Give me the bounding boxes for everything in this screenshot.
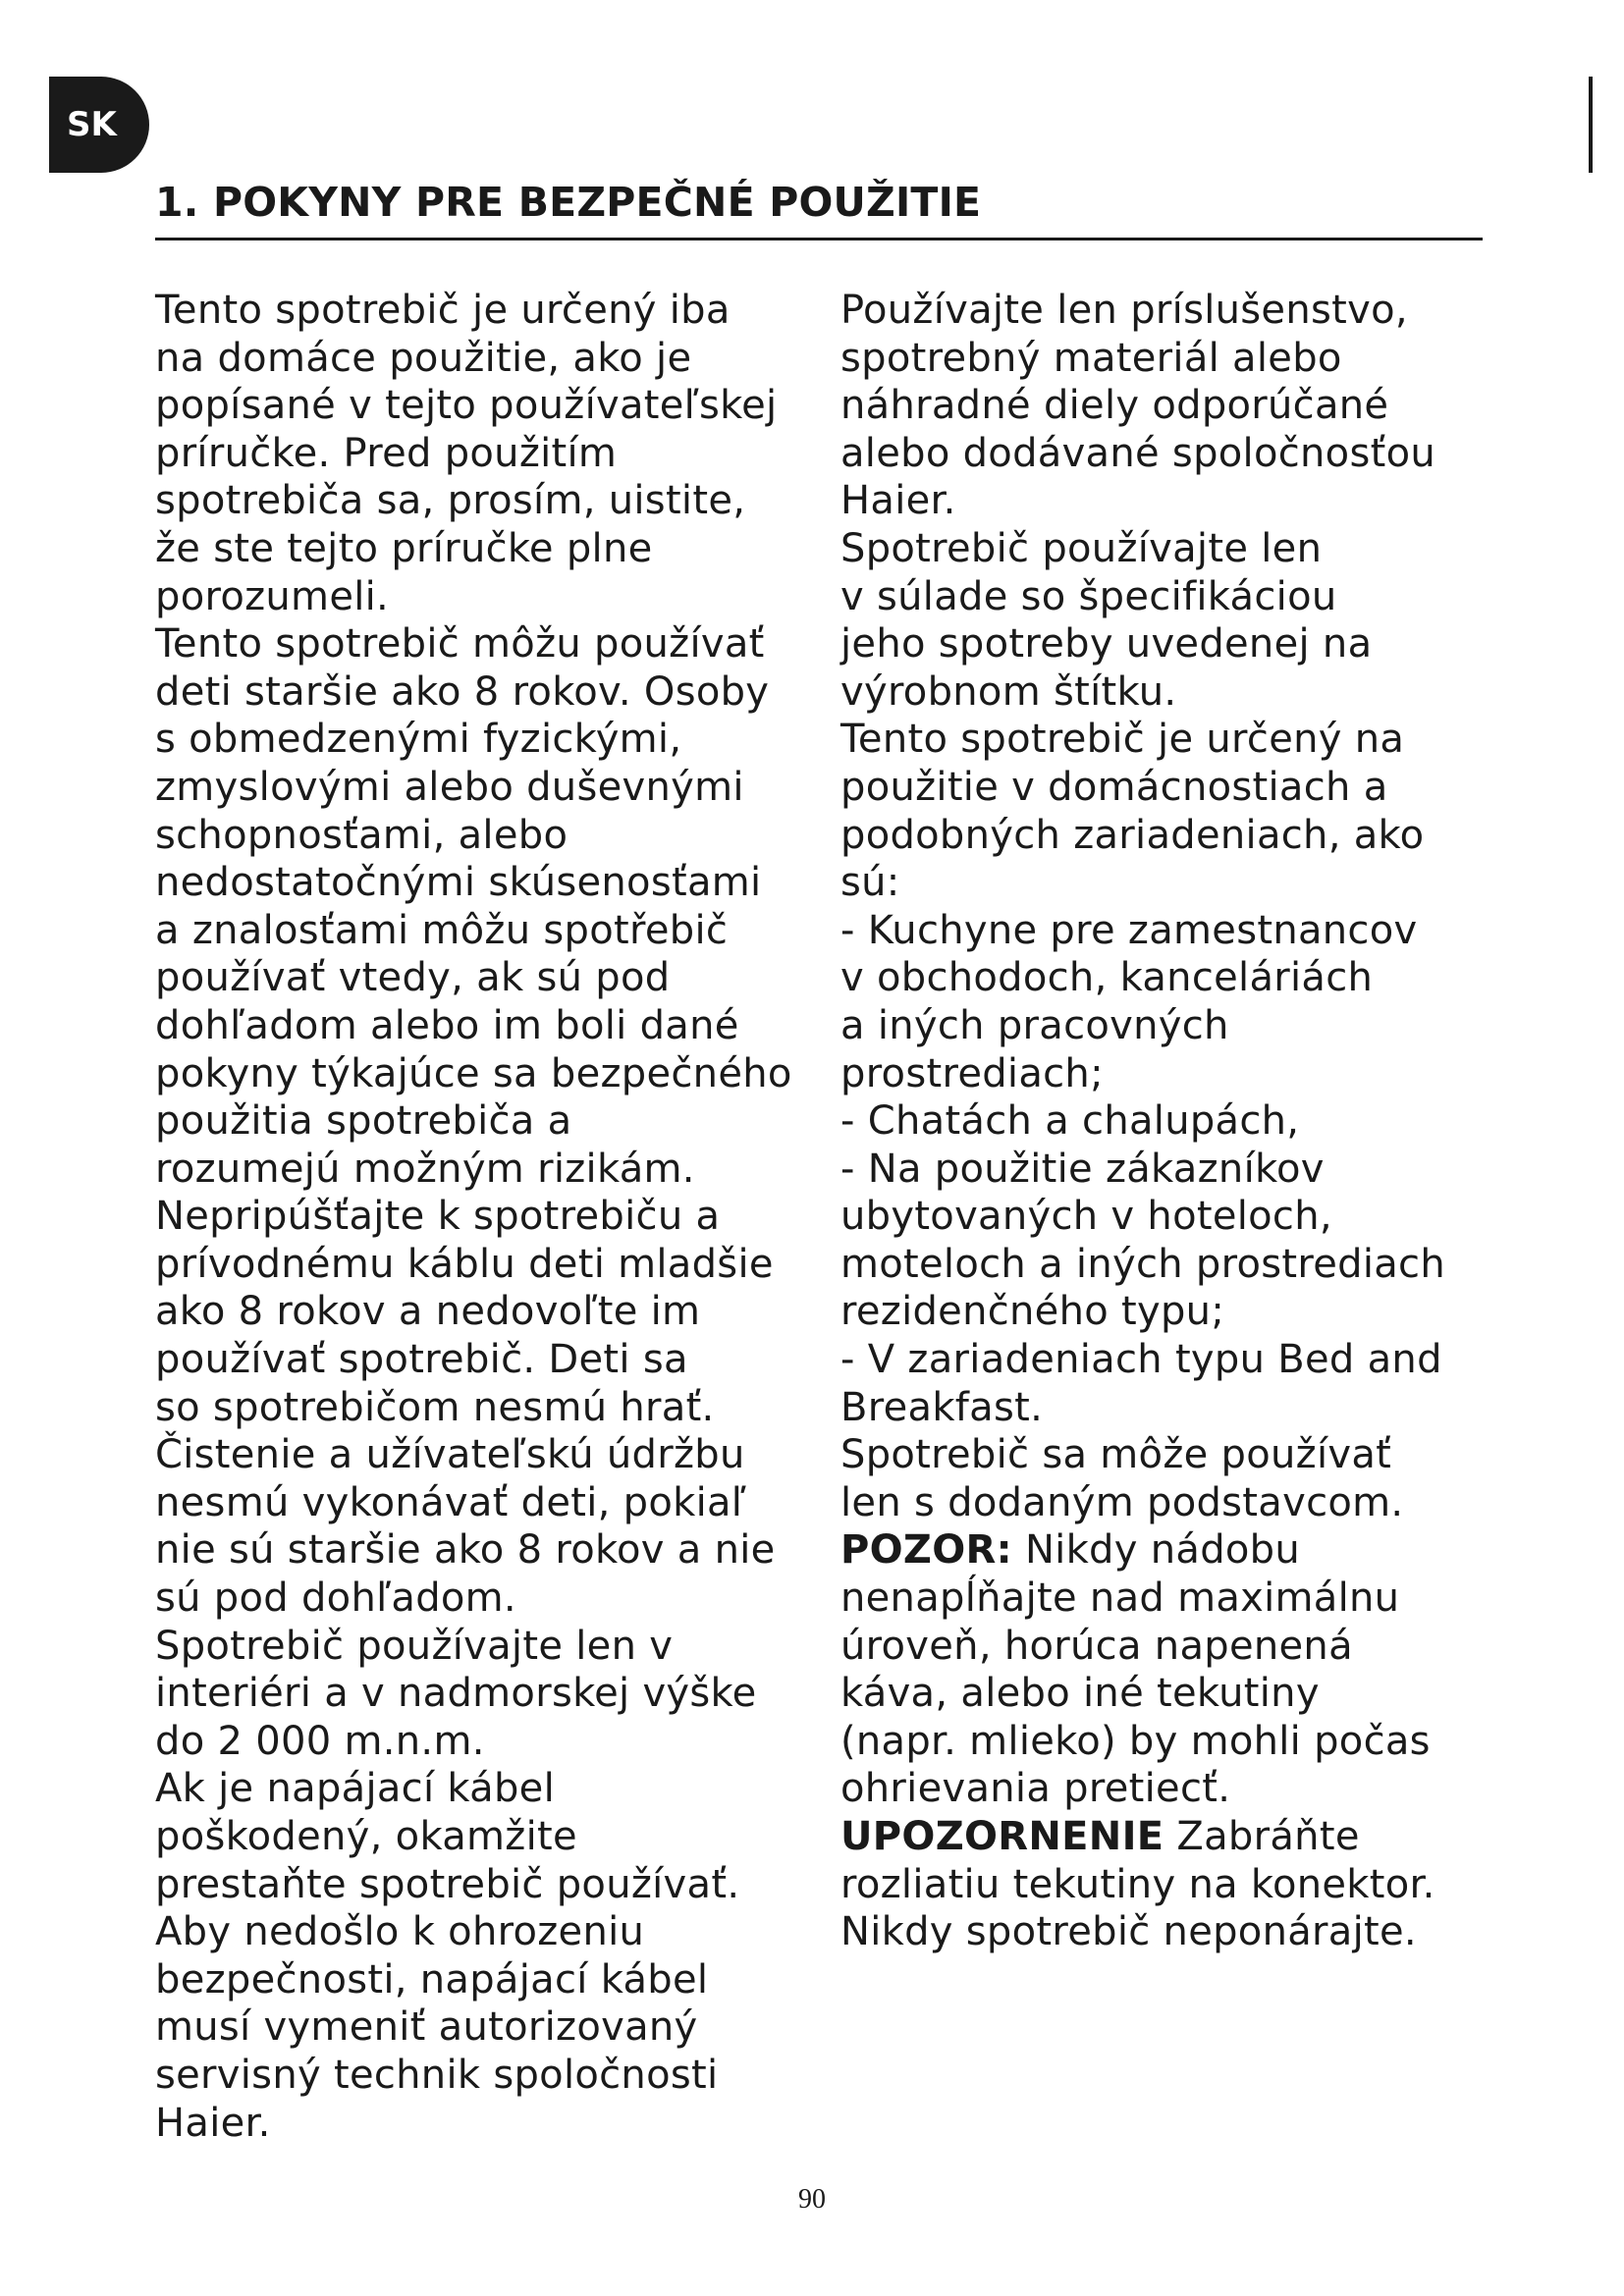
text-line: spotrebný materiál alebo [840, 335, 1342, 381]
language-tab: SK [49, 77, 149, 173]
upozornenie-text: Zabráňte [1164, 1814, 1360, 1859]
text-line: zmyslovými alebo duševnými [155, 764, 744, 810]
text-line: rezidenčného typu; [840, 1289, 1225, 1335]
text-line: servisný technik spoločnosti [155, 2052, 719, 2098]
text-line: so spotrebičom nesmú hrať. [155, 1384, 715, 1430]
text-line: - Chatách a chalupách, [840, 1098, 1300, 1145]
text-line: - Kuchyne pre zamestnancov [840, 907, 1418, 953]
text-line: porozumeli. [155, 573, 390, 619]
pozor-text: Nikdy nádobu [1011, 1527, 1300, 1574]
text-line: a iných pracovných [840, 1002, 1229, 1048]
right-text-column [840, 287, 1508, 1956]
text-line: Tento spotrebič je určený na [840, 717, 1405, 763]
text-line: nenapĺňajte nad maximálnu [840, 1575, 1400, 1622]
text-line: v súlade so špecifikáciou [840, 573, 1337, 619]
left-text-column [155, 287, 823, 2147]
text-line: nedostatočnými skúsenosťami [155, 860, 762, 906]
text-line: na domáce použitie, ako je [155, 335, 692, 381]
text-line: Breakfast. [840, 1384, 1044, 1430]
text-line: Čistenie a užívateľskú údržbu [155, 1432, 745, 1478]
text-line: a znalosťami môžu spotřebič [155, 907, 729, 953]
text-line: káva, alebo iné tekutiny [840, 1671, 1320, 1717]
text-line: sú pod dohľadom. [155, 1575, 516, 1622]
text-line: Tento spotrebič môžu používať [155, 621, 765, 667]
title-divider [155, 238, 1483, 240]
text-line: do 2 000 m.n.m. [155, 1718, 485, 1764]
text-line: ako 8 rokov a nedovoľte im [155, 1289, 701, 1335]
text-line: použitia spotrebiča a [155, 1098, 572, 1145]
text-line: (napr. mlieko) by mohli počas [840, 1718, 1431, 1764]
text-line: príručke. Pred použitím [155, 430, 618, 476]
text-line: rozumejú možným rizikám. [155, 1146, 695, 1192]
upozornenie-label: UPOZORNENIE [840, 1814, 1164, 1859]
text-line: v obchodoch, kanceláriách [840, 955, 1374, 1001]
text-line: Nikdy spotrebič neponárajte. [840, 1909, 1417, 1955]
text-line: ubytovaných v hoteloch, [840, 1194, 1332, 1240]
text-line: dohľadom alebo im boli dané [155, 1002, 739, 1048]
text-line: Ak je napájací kábel [155, 1766, 555, 1812]
text-line: Haier. [840, 478, 956, 524]
text-line: prostrediach; [840, 1050, 1104, 1096]
text-line: Spotrebič používajte len v [155, 1623, 674, 1669]
text-line: úroveň, horúca napenená [840, 1623, 1353, 1669]
text-line: poškodený, okamžite [155, 1814, 577, 1859]
text-line: sú: [840, 860, 900, 906]
text-line: použitie v domácnostiach a [840, 764, 1388, 810]
page-edge-marker [1589, 77, 1593, 173]
text-line: používať vtedy, ak sú pod [155, 955, 671, 1001]
text-line: nesmú vykonávať deti, pokiaľ [155, 1479, 747, 1525]
text-line: jeho spotreby uvedenej na [840, 621, 1373, 667]
text-line: - V zariadeniach typu Bed and [840, 1337, 1442, 1383]
text-line: pokyny týkajúce sa bezpečného [155, 1050, 792, 1096]
text-line: že ste tejto príručke plne [155, 525, 653, 571]
text-line: bezpečnosti, napájací kábel [155, 1956, 709, 2002]
text-line: ohrievania pretiecť. [840, 1766, 1231, 1812]
text-line: Spotrebič používajte len [840, 525, 1323, 571]
text-line: výrobnom štítku. [840, 668, 1177, 715]
text-line: moteloch a iných prostrediach [840, 1241, 1445, 1287]
warning-line-upozornenie [840, 1813, 1508, 1861]
text-line: Aby nedošlo k ohrozeniu [155, 1909, 645, 1955]
text-line: používať spotrebič. Deti sa [155, 1337, 688, 1383]
text-line: s obmedzenými fyzickými, [155, 717, 682, 763]
page-number: 90 [798, 2184, 826, 2215]
text-line: popísané v tejto používateľskej [155, 383, 778, 429]
text-line: schopnosťami, alebo [155, 812, 568, 858]
text-line: musí vymeniť autorizovaný [155, 2004, 698, 2051]
text-line: prestaňte spotrebič používať. [155, 1861, 740, 1907]
text-line: Používajte len príslušenstvo, [840, 288, 1408, 333]
text-line: podobných zariadeniach, ako [840, 812, 1425, 858]
text-line: Tento spotrebič je určený iba [155, 288, 731, 333]
text-line: Spotrebič sa môže používať [840, 1432, 1392, 1478]
text-line: interiéri a v nadmorskej výške [155, 1671, 757, 1717]
text-line: alebo dodávané spoločnosťou [840, 430, 1435, 476]
text-line: spotrebiča sa, prosím, uistite, [155, 478, 746, 524]
text-line: deti staršie ako 8 rokov. Osoby [155, 668, 770, 715]
pozor-label: POZOR: [840, 1527, 1012, 1574]
text-line: náhradné diely odporúčané [840, 383, 1389, 429]
warning-line-pozor [840, 1526, 1508, 1575]
text-line: prívodnému káblu deti mladšie [155, 1241, 774, 1287]
text-line: Nepripúšťajte k spotrebiču a [155, 1194, 721, 1240]
text-line: Haier. [155, 2100, 271, 2146]
text-line: len s dodaným podstavcom. [840, 1479, 1404, 1525]
text-line: nie sú staršie ako 8 rokov a nie [155, 1527, 776, 1574]
section-title: 1. POKYNY PRE BEZPEČNÉ POUŽITIE [155, 179, 982, 226]
text-line: - Na použitie zákazníkov [840, 1146, 1325, 1192]
text-line: rozliatiu tekutiny na konektor. [840, 1861, 1435, 1907]
